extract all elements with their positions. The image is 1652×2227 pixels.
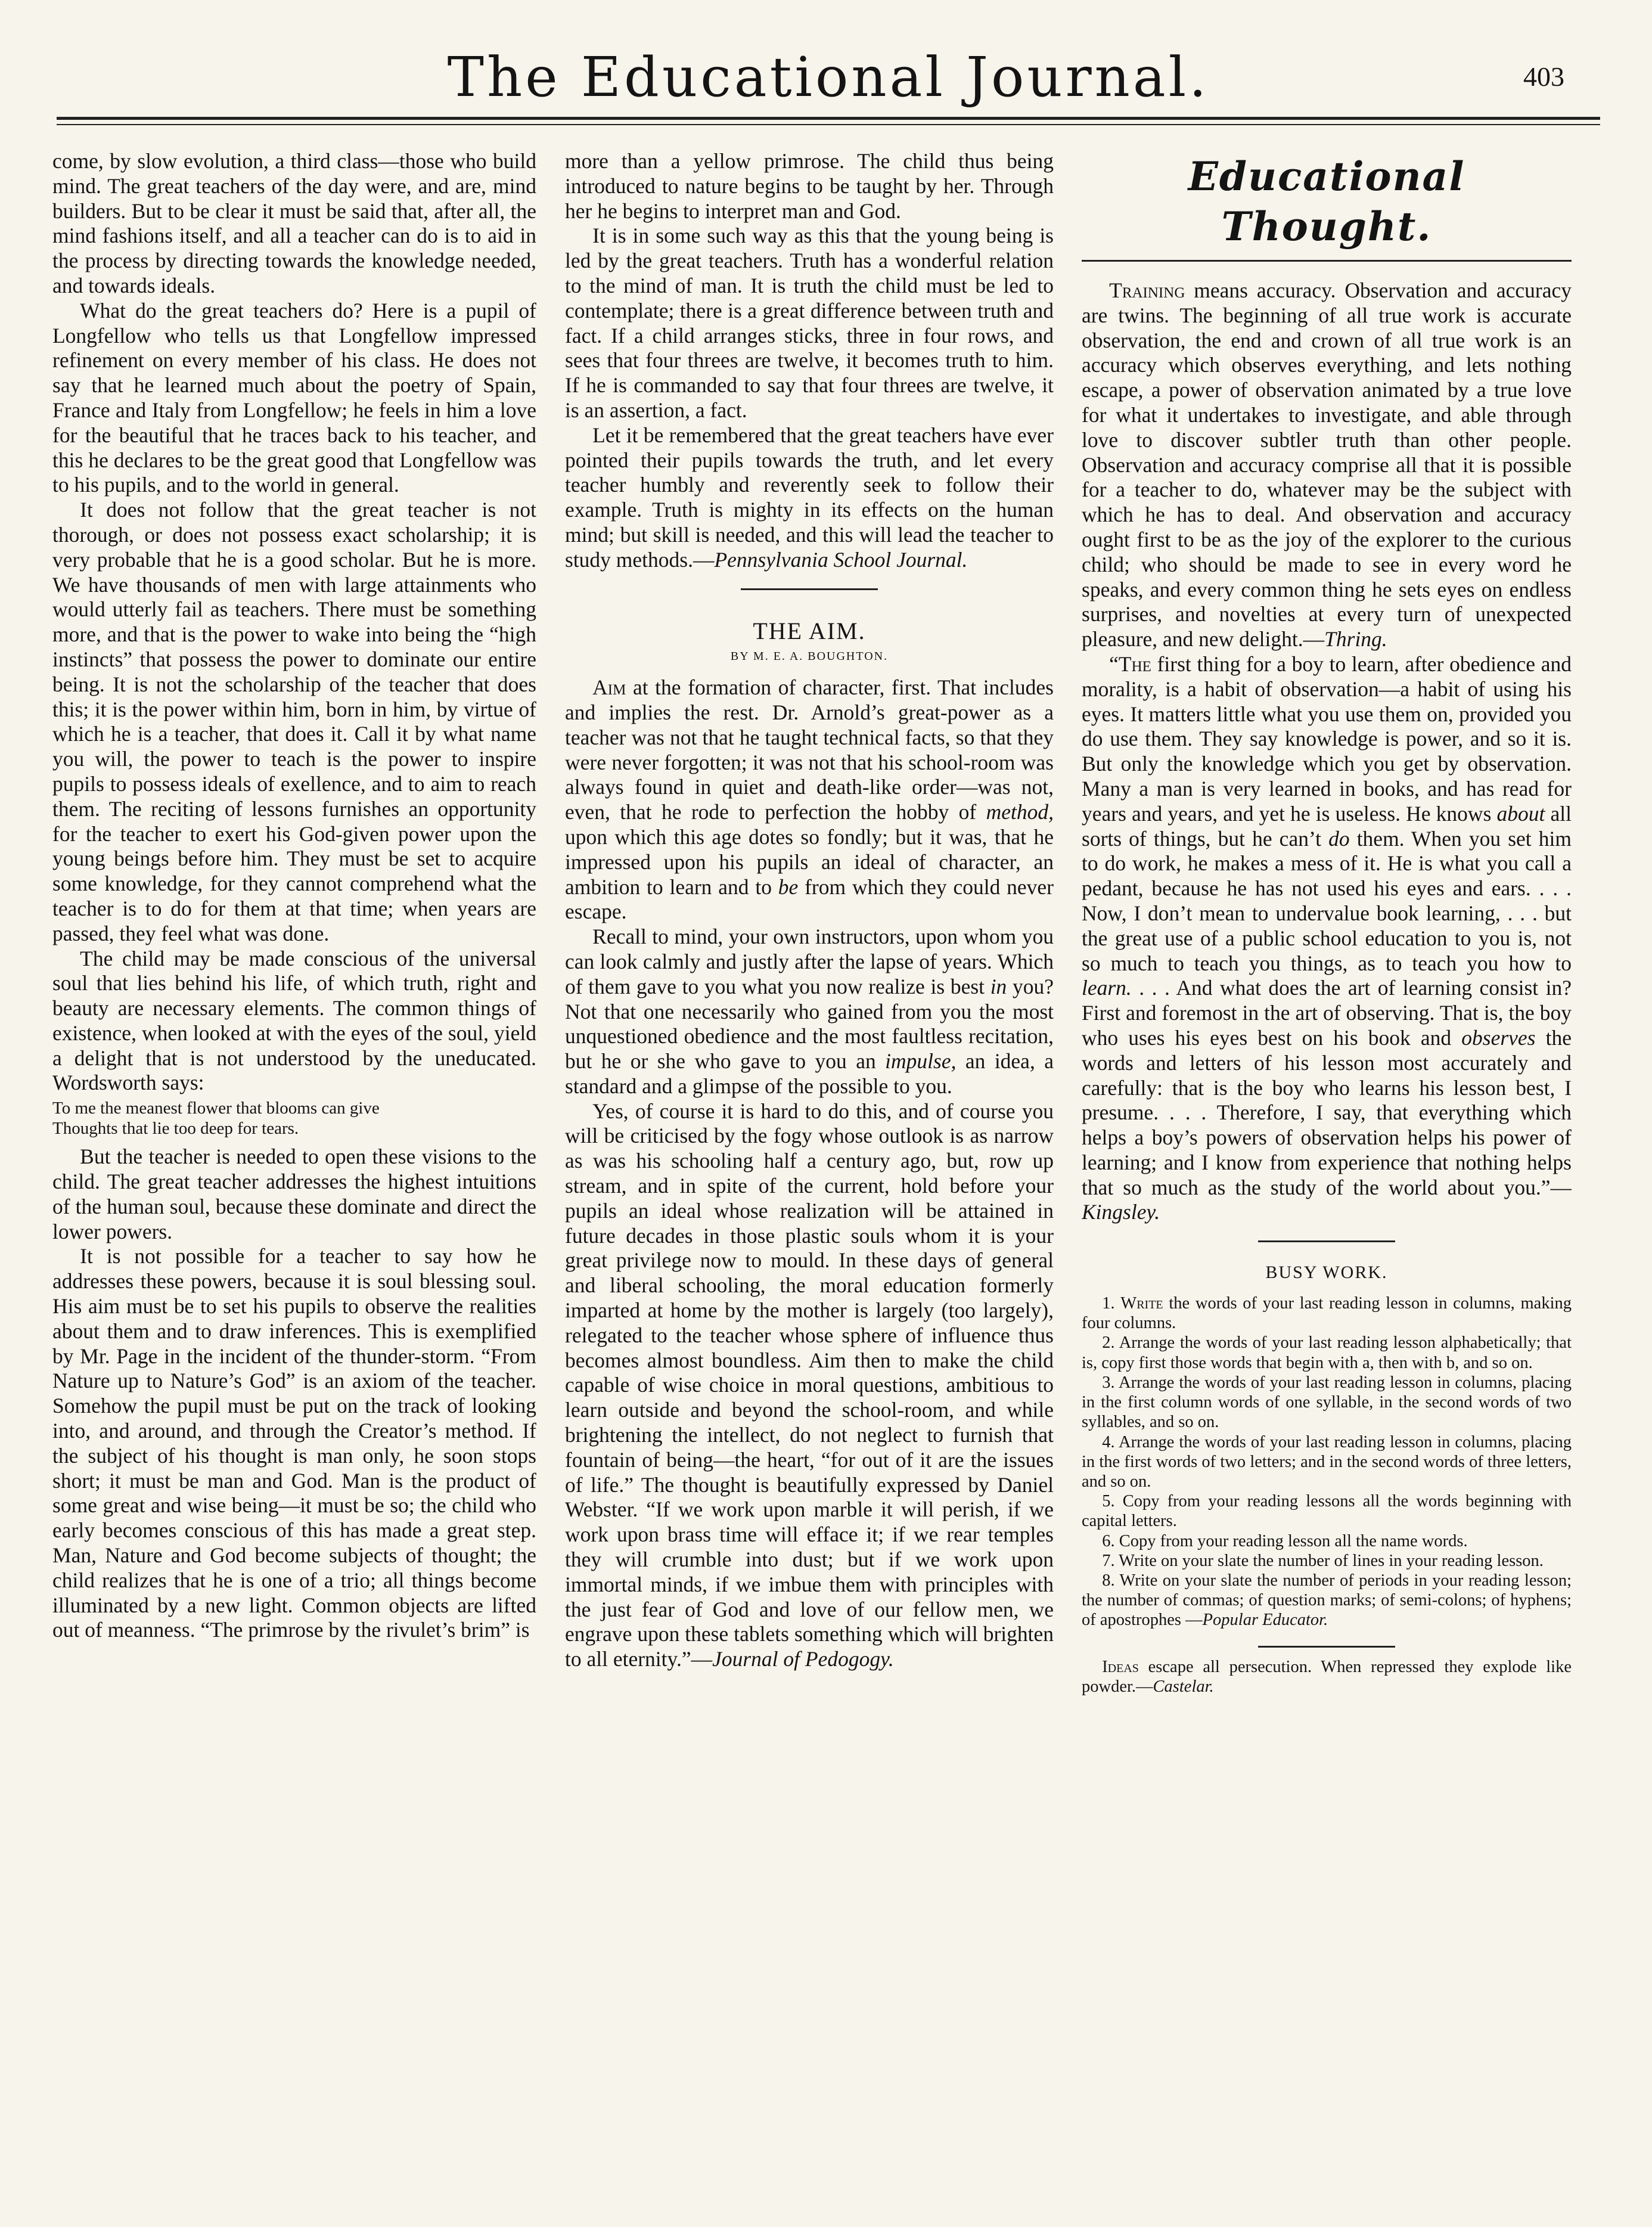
paragraph-text: means accuracy. Observation and accuracy are twins. The beginning of all true work is accurate observation, the end and crown of all true work is an accuracy which observes everything, and lets nothing escape, a power of observation animated by a true love for what it undertakes to investigate, and able through love to discover subtler truth than other people. Observation and accuracy comprise all that it is possible for a teacher to do, whatever may be the subject with which he has to deal. And observation and accuracy ought first to be as the joy of the explorer to the curious child; who should be made to see in every word he speaks, and every common thing he sets eyes on endless surprises, and novelties at every turn of unexpected pleasure, and new delight.— [1082, 278, 1572, 652]
lead-word: Aim [592, 675, 626, 700]
journal-title: The Educational Journal. [447, 45, 1210, 109]
emphasis: do [1328, 826, 1350, 851]
article-title: THE AIM. [753, 617, 866, 644]
list-item: 5. Copy from your reading lessons all the words beginning with capital letters. [1082, 1492, 1572, 1531]
paragraph-text: an idea, a standard and a glimpse of the possible to you. [565, 1049, 1054, 1098]
column-3 [1082, 149, 1572, 2200]
open-quote: “ [1109, 652, 1119, 676]
lead-word: The [1118, 652, 1151, 676]
divider [741, 588, 878, 590]
section-title: Educational Thought. [1188, 153, 1465, 250]
lead-word: Write [1120, 1294, 1163, 1313]
list-item: 7. Write on your slate the number of lines in your reading lesson. [1102, 1551, 1544, 1570]
list-item: 2. Arrange the words of your last reading lesson alphabetically; that is, copy first those words that begin with a, then with b, and so on. [1082, 1333, 1572, 1372]
section-rule [1082, 260, 1572, 262]
paragraph: more than a yellow primrose. The child thus being introduced to nature begins to be taught by her. Through her he begins to interpret man and God. [565, 149, 1054, 223]
paragraph [1082, 652, 1572, 1225]
emphasis: about [1496, 801, 1545, 826]
source-citation: Pennsylvania School Journal. [714, 547, 968, 572]
column-1 [52, 149, 536, 2200]
paragraph [1082, 278, 1572, 652]
paragraph-text: all sorts of things, but he can’t [1082, 801, 1572, 851]
emphasis: be [778, 874, 799, 899]
list-item [1082, 1571, 1572, 1630]
emphasis: method, [986, 800, 1054, 824]
source-citation: Thring. [1324, 627, 1387, 652]
lead-word: Training [1109, 278, 1185, 302]
source-citation: Journal of Pedogogy. [712, 1647, 894, 1671]
source-citation: Kingsley. [1082, 1200, 1160, 1224]
source-citation: Castelar. [1153, 1677, 1214, 1696]
paragraph-text: Let it be remembered that the great teachers have ever pointed their pupils towards the truth, and let every teacher humbly and reverently seek to follow their example. Truth is mighty in its effects on the human mind; but skill is needed, and this will lead the teacher to study methods.— [565, 423, 1054, 572]
page-number: 403 [1523, 61, 1564, 92]
masthead-rule-thin [57, 124, 1600, 125]
list-item: 3. Arrange the words of your last reading lesson in columns, placing in the first column words of one syllable, in the second words of two syllables, and so on. [1082, 1373, 1572, 1432]
list-item: 4. Arrange the words of your last reading lesson in columns, placing in the first words of two letters; and in the second words of three letters, and so on. [1082, 1432, 1572, 1491]
paragraph: What do the great teachers do? Here is a pupil of Longfellow who tells us that Longfellow impressed refinement on every member of his class. He does not say that he learned much about the poetry of Spain, France and Italy from Longfellow; he feels in him a love for the beautiful that he traces back to his teacher, and this he declares to be the great good that Longfellow was to his pupils, and to the world in general. [52, 298, 536, 497]
paragraph-text: . . . And what does the art of learning consist in? First and foremost in the art of observing. That is, the boy who uses his eyes best on his book and [1082, 976, 1572, 1050]
item-text: the words of your last reading lesson in columns, making four columns. [1082, 1294, 1572, 1333]
paragraph-text: Yes, of course it is hard to do this, and of course you will be criticised by the fogy whose outlook is as narrow as was his schooling half a century ago, but, row up stream, and in spite of the current, hold before your pupils an ideal whose realization will be attained in future decades in those plastic souls whom it is your great privilege now to mould. In these days of general and liberal schooling, the moral education formerly imparted at home by the mother is largely (too largely), relegated to the teacher whose sphere of influence thus becomes almost boundless. Aim then to make the child capable of wise choice in moral questions, ambitious to learn outside and beyond the school-room, and while brightening the intellect, do not neglect to furnish that fountain of being—the heart, “for out of it are the issues of life.” The thought is beautifully expressed by Daniel Webster. “If we work upon marble it will perish, if we work upon brass time will efface it; if we rear temples they will crumble into dust; but if we work upon immortal minds, if we imbue them with principles with the just fear of God and love of our fellow men, we engrave upon these tablets something which will brighten to all eternity.”— [565, 1099, 1054, 1671]
paragraph: come, by slow evolution, a third class—those who build mind. The great teachers of the day were, and are, mind builders. But to be clear it must be said that, after all, the mind fashions itself, and all a teacher can do is to aid in the process by directing towards the knowledge needed, and towards ideals. [52, 149, 536, 297]
emphasis: observes [1461, 1025, 1536, 1050]
column-2 [565, 149, 1054, 2200]
source-citation: Popular Educator. [1202, 1611, 1328, 1630]
paragraph: It is not possible for a teacher to say how he addresses these powers, because it is soul blessing soul. His aim must be to set his pupils to observe the realities about them and to draw inferences. This is exemplified by Mr. Page in the incident of the thunder-storm. “From Nature up to Nature’s God” is an axiom of the teacher. Somehow the pupil must be put on the track of looking into, and around, and through the Creator’s method. If the subject of his thought is man only, he soon stops short; it must be man and God. Man is the product of some great and wise being—it must be so; the child who early becomes conscious of this has made a great step. Man, Nature and God become subjects of thought; the child realizes that he is one of a trio; all things become illuminated by a new light. Common objects are lifted out of meanness. “The primrose by the rivulet’s brim” is [52, 1244, 536, 1642]
paragraph [565, 1099, 1054, 1672]
paragraph: But the teacher is needed to open these visions to the child. The great teacher addresses the highest intuitions of the human soul, because these dominate and direct the lower powers. [52, 1144, 536, 1243]
masthead-rule [57, 117, 1600, 120]
divider [1258, 1240, 1395, 1242]
article-byline: BY M. E. A. BOUGHTON. [730, 650, 889, 663]
busy-work-title: BUSY WORK. [1265, 1263, 1388, 1283]
paragraph-text: upon which this age dotes so fondly; but it was, that he impressed upon his pupils an ideal of character, an ambition to learn and to [565, 824, 1054, 899]
paragraph [565, 925, 1054, 1099]
paragraph: The child may be made conscious of the universal soul that lies behind his life, of which truth, right and beauty are necessary elements. The common things of existence, when looked at with the eyes of the soul, yield a delight that is not understood by the uneducated. Wordsworth says: [52, 946, 536, 1095]
emphasis: impulse, [885, 1049, 957, 1074]
paragraph-text: you? Not that one necessarily who gained from you the most unquestioned obedience and the most faultless recitation, but he or she who gave to you an [565, 974, 1054, 1074]
masthead [57, 42, 1600, 119]
paragraph [565, 423, 1054, 573]
wordsworth-quote [52, 1098, 536, 1139]
paragraph: It does not follow that the great teacher is not thorough, or does not possess exact scholarship; it is very probable that he is a good scholar. But he is more. We have thousands of men with large attainments who would utterly fail as teachers. There must be something more, and that is the power to wake into being the “high instincts” that possess the power to dominate our entire being. It is not the scholarship of the teacher that does this; it is the power within him, born in him, by virtue of which he is a teacher, that does it. Call it by what name you will, the power to teach is the power to inspire pupils to possess ideals of exellence, and to aim to reach them. The reciting of lessons furnishes an opportunity for the teacher to exert his God-given power upon the young beings before him. They must be set to acquire some knowledge, for they cannot comprehend what the teacher is to do for them at that time; when years are passed, they feel what was done. [52, 498, 536, 945]
ideas-note [1082, 1657, 1572, 1696]
paragraph-text: escape all persecution. When repressed they explode like powder.— [1082, 1657, 1572, 1696]
paragraph-text: Recall to mind, your own instructors, upon whom you can look calmly and justly after the lapse of years. Which of them gave to you what you now realize is best [565, 925, 1054, 998]
item-number: 1. [1102, 1294, 1121, 1313]
quote-line: Thoughts that lie too deep for tears. [52, 1119, 299, 1139]
paragraph [565, 675, 1054, 925]
list-item [1082, 1294, 1572, 1333]
quote-line: To me the meanest flower that blooms can give [52, 1099, 380, 1118]
emphasis: in [990, 974, 1007, 998]
list-item: 6. Copy from your reading lesson all the name words. [1102, 1531, 1468, 1550]
paragraph: It is in some such way as this that the young being is led by the great teachers. Truth has a wonderful relation to the mind of man. It is truth the child must be led to contemplate; there is a great difference between truth and fact. If a child arranges sticks, three in four rows, and sees that four threes are twelve, it becomes truth to him. If he is commanded to say that four threes are twelve, it is an assertion, a fact. [565, 224, 1054, 422]
paragraph-text: first thing for a boy to learn, after obedience and morality, is a habit of observation—a habit of using his eyes. It matters little what you use them on, provided you do use them. They say knowledge is power, and so it is. But only the knowledge which you get by observation. Many a man is very learned in books, and has read for years and years, and yet he is useless. He knows [1082, 652, 1572, 826]
busy-work-list [1082, 1294, 1572, 1630]
paragraph [1082, 1657, 1572, 1696]
divider [1258, 1646, 1395, 1648]
paragraph-text: from which they could never escape. [565, 874, 1054, 924]
paragraph-text: the words and letters of his lesson most accurately and carefully: that is the boy who learns his lesson best, I presume. . . . Therefore, I say, that everything which helps a boy’s powers of observation helps his power of learning; and I know from experience that nothing helps that so much as the study of the world about you.”— [1082, 1025, 1572, 1199]
lead-word: Ideas [1102, 1657, 1139, 1676]
emphasis: learn. [1082, 976, 1132, 1000]
paragraph-text: them. When you set him to do work, he makes a mess of it. He is what you call a pedant, because he has not used his eyes and ears. . . . Now, I don’t mean to undervalue book learning, . . . but the great use of a public school education to you is, not so much to teach you things, as to teach you how to [1082, 826, 1572, 975]
paragraph-text: at the formation of character, first. That includes and implies the rest. Dr. Arnold’s great-power as a teacher was not that he taught technical facts, so that they were never forgotten; it was not that his school-room was always found in quiet and death-like order—was not, even, that he rode to perfection the hobby of [565, 675, 1054, 824]
item-text: 8. Write on your slate the number of periods in your reading lesson; the number of commas; of question marks; of semi-colons; of hyphens; of apostrophes — [1082, 1571, 1572, 1630]
